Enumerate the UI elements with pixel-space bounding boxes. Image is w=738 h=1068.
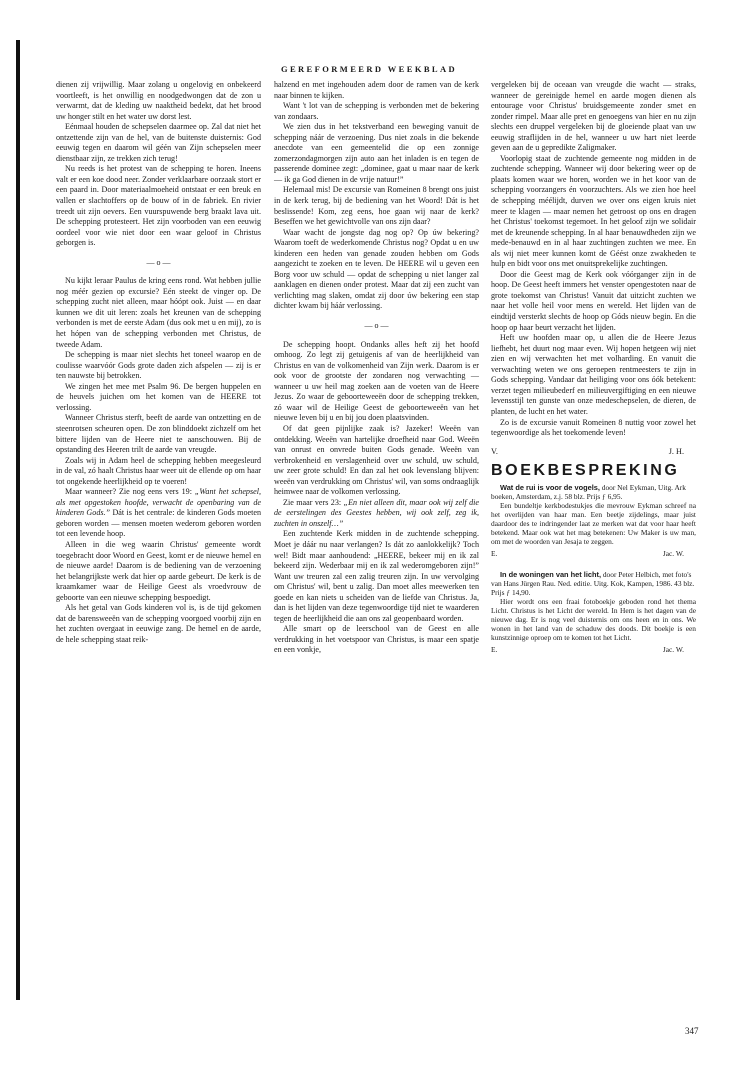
paragraph: Nu kijkt leraar Paulus de kring eens rond. Wat hebben jullie nog méér gezien op excursie? Eén steekt de vinger op. De schepping zucht niet alleen, maar hóópt ook. Juist — en daar kunnen we dit uit leren: zoals het kreunen van de schepping verbonden is met de eerste Adam (dus ook met u en mij), zo is het hópen van de schepping verbonden met Christus, de tweede Adam.	[56, 276, 261, 349]
section-separator: — o —	[364, 321, 389, 331]
paragraph: dienen zij vrijwillig. Maar zolang u ongelovig en onbekeerd voortleeft, is het onwillig en noodgedwongen dat de zon u verwarmt, dat de kleding uw naaktheid bedekt, dat het brood uw honger stilt en het water uw dorst lest.	[56, 80, 261, 121]
paragraph: halzend en met ingehouden adem door de ramen van de kerk naar binnen te kijken.	[274, 80, 479, 100]
paragraph: Een zuchtende Kerk midden in de zuchtende schepping. Moet je dáár nu naar verlangen? Is dát zo aanlokkelijk? Toch wel! Bidt maar aanhoudend: „HEERE, bekeer mij en ik zal bekeerd zijn. Wederbaar mij en ik zal wederomgeboren zijn!” Want uw treuren zal een zalig treuren zijn. In uw vervolging om Christus' wil, bent u zalig. Dan moet alles meewerken ten goede en kan niets u scheiden van de liefde van Christus. Ja, dan is het lijden van deze tegenwoordige tijd niet te waarderen tegen de heerlijkheid die aan ons zal geopenbaard worden.	[274, 529, 479, 623]
bible-quote: „Want het schepsel, als met opgestoken hoofde, verwacht de openbaring van de kinderen Gods.”	[56, 487, 261, 518]
book-title: In de woningen van het licht,	[500, 569, 602, 579]
paragraph-text: Zie maar vers 23:	[283, 497, 344, 507]
paragraph: Als het getal van Gods kinderen vol is, is de tijd gekomen dat de barensweeën van de schepping voorgoed voorbij zijn en het zuchten overgaat in eeuwige zang. De hemel en de aarde, de hele schepping staat reik-	[56, 603, 261, 644]
paragraph: We zien dus in het tekstverband een beweging vanuit de schepping náár de verzoening. Dus niet zoals in die bekende anecdote van een gemeentelid die op een zonnige zomerzondagmorgen zijn auto aan het inladen is en tegen de passerende dominee zegt: „dominee, gaat u maar naar de kerk — ik ga God dienen in de vrije natuur!”	[274, 122, 479, 184]
signature-author: Jac. W.	[662, 645, 684, 655]
section-separator: — o —	[146, 257, 171, 267]
book-meta: door Peter Helbich, met foto's van Hans Jürgen Rau. Ned. editie. Uitg. Kok, Kampen, 1986. 43 blz. Prijs ƒ 14,90.	[491, 569, 695, 597]
signature-initial: E.	[491, 645, 498, 655]
book-entry-heading	[491, 483, 696, 501]
paragraph-with-quote	[56, 487, 261, 540]
paragraph-with-quote	[274, 498, 479, 530]
paragraph: De schepping is maar niet slechts het toneel waarop en de coulisse waarvóór Gods grote daden zich afspelen — zij is er ten nauwste bij betrokken.	[56, 350, 261, 381]
review-signature	[491, 549, 684, 560]
paragraph: Eénmaal houden de schepselen daarmee op. Zal dat niet het ontzettende zijn van de hel, van de buitenste duisternis: God eeuwig tegen en daarom wil géén van Zijn schepselen meer dienstbaar zijn, ze trekken zich terug!	[56, 122, 261, 163]
book-review: Hier wordt ons een fraai fotoboekje geboden rond het thema Licht. Christus is het Licht der wereld. In Hem is het dagen van de nieuwe dag. Er is nog veel duisternis om ons heen en in ons. We wonen in het land van de schaduw des doods. Dit boekje is een kunstzinnige oproep om te komen tot het Licht.	[491, 596, 696, 643]
column-left	[56, 80, 261, 645]
bible-quote: „En niet alleen dit, maar ook wij zelf die de eerstelingen des Geestes hebben, wij ook zelf, zeg ik, zuchten in onszelf…”	[274, 497, 479, 528]
paragraph: Alle smart op de leerschool van de Geest en alle verdrukking in het voetspoor van Christus, is maar een spatje en een vonkje,	[274, 624, 479, 655]
paragraph: Zo is de excursie vanuit Romeinen 8 nuttig voor zowel het tegenwoordige als het toekomende leven!	[491, 417, 696, 438]
signature-author: J. H.	[668, 446, 684, 456]
paragraph: Wanneer Christus sterft, beeft de aarde van ontzetting en de steenrotsen scheuren open. De zon blinddoekt zichzelf om het bittere lijden van de Heere niet te aanschouwen. Bij de opstanding des Heeren trilt de aarde van vreugde.	[56, 413, 261, 455]
paragraph-text: Maar wanneer? Zie nog eens vers 19:	[65, 487, 195, 497]
page-number: 347	[685, 1026, 699, 1036]
book-title: Wat de rui is voor de vogels,	[500, 482, 600, 492]
paragraph: Of dat geen pijnlijke zaak is? Jazeker! Weeën van ontdekking. Weeën van hartelijke droefheid naar God. Weeën van onrust en onvrede buiten Gods genade. Weeën van verbrokenheid en verslagenheid over uw schuld, uw schuld, uw zeer grote schuld! En dan zal het ook levenslang blijven: weeën van verdrukking om Christus' wil, van soms ondraaglijk heimwee naar de volkomen verlossing.	[274, 423, 479, 497]
article-signature	[491, 447, 696, 458]
column-middle	[274, 80, 479, 656]
signature-author: Jac. W.	[662, 549, 684, 559]
paragraph: Waar wacht de jongste dag nog op? Op úw bekering? Waarom toeft de wederkomende Christus nog? Opdat u en uw kinderen een heden van genade zouden hebben om Gods aangezicht te zoeken en te leven. De HEERE wil u geven een Borg voor uw schuld — opdat de schepping u niet langer zal aanklagen en dienen onder protest. Maar dat zij een zucht van verlichting mag slaken, omdat zij door úw bekering een stap dichter kwam bij háár verlossing.	[274, 227, 479, 311]
page-binding-edge	[16, 40, 20, 1000]
review-signature	[491, 645, 684, 656]
paragraph: Voorlopig staat de zuchtende gemeente nog midden in de zuchtende schepping. Wanneer wij door bekering weer op de plaats komen waar we horen, worden we in het koor van de schepping voorzangers én voorzuchters. Als we zien hoe heel de schepping méélijdt, durven we over ons eigen kruis niet meer te klagen — maar nemen het getroost op ons en dragen het Christus' toekomst tegemoet. In het geloof zijn we solidair met de kreunende schepping. In al haar benauwdheden zijn we mede-benauwd en in al haar zuchtingen zuchten we mee. En als wij niet meer kunnen komt de Géést onze zwakheden te hulp en bidt voor ons met onuitsprekelijke zuchtingen.	[491, 153, 696, 269]
paragraph-text: Dát is het centrale: de kinderen Gods moeten geboren worden — mensen moeten wederom geboren worden tot een levende hoop.	[56, 508, 262, 539]
column-right	[491, 80, 696, 666]
paragraph: Alleen in die weg waarin Christus' gemeente wordt toegebracht door Woord en Geest, komt er de nieuwe hemel en de nieuwe aarde! Daarom is de bediening van de verzoening het belangrijkste werk dat hier op aarde gebeurt. De kerk is de kraamkamer waar de Heilige Geest als vroedvrouw de geboorte van een nieuwe schepping bespoedigt.	[56, 539, 261, 602]
section-title: BOEKBESPREKING	[491, 462, 680, 480]
book-entry-heading	[491, 570, 696, 597]
paragraph: We zingen het mee met Psalm 96. De bergen huppelen en de heuvels juichen om het komen van de HEERE tot verlossing.	[56, 381, 261, 412]
running-header: GEREFORMEERD WEEKBLAD	[280, 64, 458, 74]
paragraph: De schepping hoopt. Ondanks alles heft zij het hoofd omhoog. Zo legt zij getuigenis af van de heerlijkheid van Christus en van de volkomenheid van Zijn werk. Daarom is er ook voor de grootste der zondaren nog verwachting — wanneer u uw heil mag zoeken aan de voeten van de Heere Jezus. Zo waar de geboorteweeën door de schepping trekken, zó waar wil de Heilige Geest de geboorteweeën van het nieuwe leven bij u en bij jou doen plaatsvinden.	[274, 339, 479, 423]
paragraph: Zoals wij in Adam heel de schepping hebben meegesleurd in de val, zó haalt Christus haar weer uit de ellende op om haar tot ongekende heerlijkheid op te voeren!	[56, 455, 261, 486]
paragraph: vergeleken bij de oceaan van vreugde die wacht — straks, wanneer de gereinigde hemel en aarde mogen dienen als entourage voor Christus' bruidsgemeente zonder smet en zonder rimpel. Maar alle pret en genoegens van hier en nu zijn slechts een druppel vergeleken bij de gloeiende plaat van uw eeuwig straflijden in de hel, wanneer u uw hart niet leerde geven aan de u gepredikte Zaligmaker.	[491, 80, 696, 153]
book-meta: door Nel Eykman, Uitg. Ark boeken, Amsterdam, z.j. 58 blz. Prijs ƒ 6,95.	[491, 482, 686, 501]
paragraph: Door die Geest mag de Kerk ook vóórganger zijn in de hoop. De Geest heeft immers het venster opengestoten naar de grote toekomst van Christus! Vanuit dat uitzicht zuchten we naar het volle heil voor mens en wereld. Het lijden van de eindtijd versterkt slechts de hoop op Góds nieuw begin. En die hoop op haar beurt verzacht het lijden.	[491, 269, 696, 332]
signature-place: V.	[491, 446, 498, 456]
paragraph: Heft uw hoofden maar op, u allen die de Heere Jezus liefhebt, het duurt nog maar even. Wij hopen hetgeen wij niet zien en wij verwachten het met volharding. En vanuit die verwachting weten we ons geroepen rentmeesters te zijn in Gods schepping. Vandaar dat heiliging voor ons óók betekent: verzet tegen milieubederf en milieuvergiftiging en een nieuwe levensstijl ten gunste van onze medeschepselen, de dieren, de planten, de lucht en het water.	[491, 333, 696, 416]
paragraph: Want 't lot van de schepping is verbonden met de bekering van zondaars.	[274, 101, 479, 121]
signature-initial: E.	[491, 549, 498, 559]
paragraph: Helemaal mis! De excursie van Romeinen 8 brengt ons juist in de kerk terug, bij de bediening van het Woord! Dát is het beslissende! Kom, zeg eens, hoe gaan wij naar de kerk? Beseffen we het gewichtvolle van ons zijn daar?	[274, 185, 479, 227]
paragraph: Nu reeds is het protest van de schepping te horen. Ineens valt er een koe dood neer. Zonder verklaarbare oorzaak stort er een paard in. Door materiaalmoeheid ontstaat er een breuk en vallen er slachtoffers op de bouw of in de fabriek. En rivier treedt uit zijn oevers. Een vuurspuwende berg braakt lava uit. De schepping protesteert. Het zijn voorboden van een eeuwig oordeel voor wie niet door een waar geloof in Christus geborgen is.	[56, 164, 261, 248]
book-review: Een bundeltje kerkbodestukjes die mevrouw Eykman schreef na het overlijden van haar man. Een beetje zijdelings, maar juist daardoor des te indringender laat ze merken wat dat voor haar heeft betekend. Maar ook wat het mag betekenen: Uw Maker is uw man, om met de woorden van Jesaja te zeggen.	[491, 500, 696, 547]
